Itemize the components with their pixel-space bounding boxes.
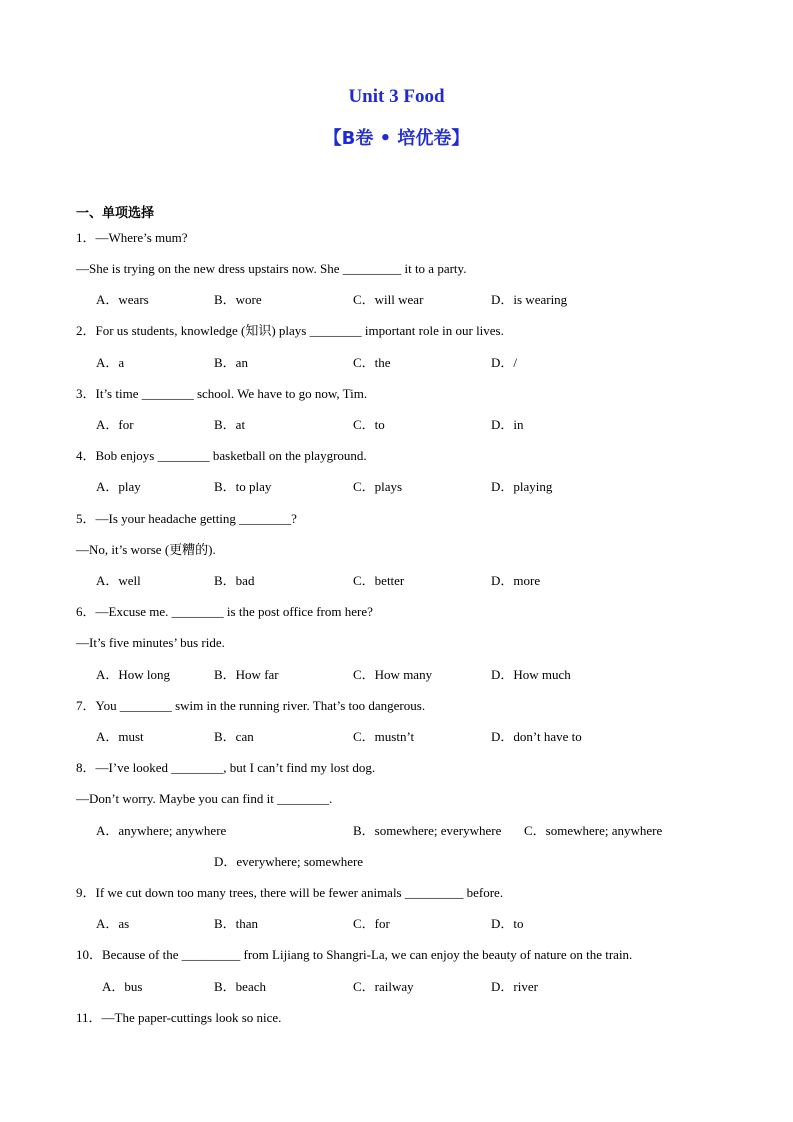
question-2-option-b: B．an — [214, 355, 248, 370]
question-1-stem: 1．—Where’s mum? — [76, 230, 188, 245]
question-8-option-d: D．everywhere; somewhere — [214, 854, 364, 869]
question-5-stem: 5．—Is your headache getting ________? — [76, 511, 297, 526]
question-7-stem: 7．You ________ swim in the running river. That’s too dangerous. — [76, 698, 426, 713]
question-1-stem-line2: —She is trying on the new dress upstairs now. She _________ it to a party. — [76, 261, 467, 276]
question-8-stem-line2: —Don’t worry. Maybe you can find it ________. — [76, 791, 333, 806]
question-11-stem: 11．—The paper-cuttings look so nice. — [76, 1010, 282, 1025]
question-9-option-c: C．for — [353, 916, 390, 931]
question-1-option-b: B．wore — [214, 292, 262, 307]
question-9-option-a: A．as — [96, 916, 130, 931]
question-8-option-b: B．somewhere; everywhere — [353, 823, 502, 838]
question-9-stem: 9．If we cut down too many trees, there will be fewer animals _________ before. — [76, 885, 504, 900]
question-8-option-c: C．somewhere; anywhere — [524, 823, 663, 838]
question-10-option-a: A．bus — [102, 979, 143, 994]
question-3-option-d: D．in — [491, 417, 524, 432]
document-subtitle: 【B卷 • 培优卷】 — [323, 128, 470, 149]
question-3-option-b: B．at — [214, 417, 246, 432]
question-6-option-d: D．How much — [491, 667, 571, 682]
question-3-stem: 3．It’s time ________ school. We have to go now, Tim. — [76, 386, 368, 401]
question-7-option-c: C．mustn’t — [353, 729, 415, 744]
question-10-option-d: D．river — [491, 979, 538, 994]
question-6-option-a: A．How long — [96, 667, 171, 682]
question-8-option-a: A．anywhere; anywhere — [96, 823, 227, 838]
question-5-option-d: D．more — [491, 573, 541, 588]
question-6-option-c: C．How many — [353, 667, 433, 682]
question-7-option-a: A．must — [96, 729, 144, 744]
question-6-option-b: B．How far — [214, 667, 279, 682]
question-6-stem: 6．—Excuse me. ________ is the post office from here? — [76, 604, 373, 619]
question-9-option-b: B．than — [214, 916, 259, 931]
question-2-option-c: C．the — [353, 355, 391, 370]
question-3-option-a: A．for — [96, 417, 134, 432]
section-heading: 一、单项选择 — [76, 206, 155, 221]
question-4-option-c: C．plays — [353, 479, 403, 494]
question-10-stem: 10．Because of the _________ from Lijiang to Shangri-La, we can enjoy the beauty of nature on the train. — [76, 947, 633, 962]
question-1-option-d: D．is wearing — [491, 292, 568, 307]
question-5-option-b: B．bad — [214, 573, 255, 588]
question-7-option-d: D．don’t have to — [491, 729, 582, 744]
question-4-option-a: A．play — [96, 479, 141, 494]
question-10-option-c: C．railway — [353, 979, 414, 994]
question-1-option-a: A．wears — [96, 292, 149, 307]
question-6-stem-line2: —It’s five minutes’ bus ride. — [76, 635, 225, 650]
question-9-option-d: D．to — [491, 916, 524, 931]
question-7-option-b: B．can — [214, 729, 254, 744]
question-2-option-d: D．/ — [491, 355, 518, 370]
question-10-option-b: B．beach — [214, 979, 266, 994]
question-2-option-a: A．a — [96, 355, 125, 370]
question-5-option-a: A．well — [96, 573, 141, 588]
question-3-option-c: C．to — [353, 417, 385, 432]
question-5-option-c: C．better — [353, 573, 405, 588]
question-8-stem: 8．—I’ve looked ________, but I can’t find my lost dog. — [76, 760, 376, 775]
question-4-option-d: D．playing — [491, 479, 553, 494]
question-1-option-c: C．will wear — [353, 292, 424, 307]
question-4-option-b: B．to play — [214, 479, 272, 494]
question-2-stem: 2．For us students, knowledge (知识) plays ________ important role in our lives. — [76, 323, 504, 338]
document-title: Unit 3 Food — [348, 86, 445, 107]
question-4-stem: 4．Bob enjoys ________ basketball on the playground. — [76, 448, 367, 463]
question-5-stem-line2: —No, it’s worse (更糟的). — [76, 542, 216, 557]
